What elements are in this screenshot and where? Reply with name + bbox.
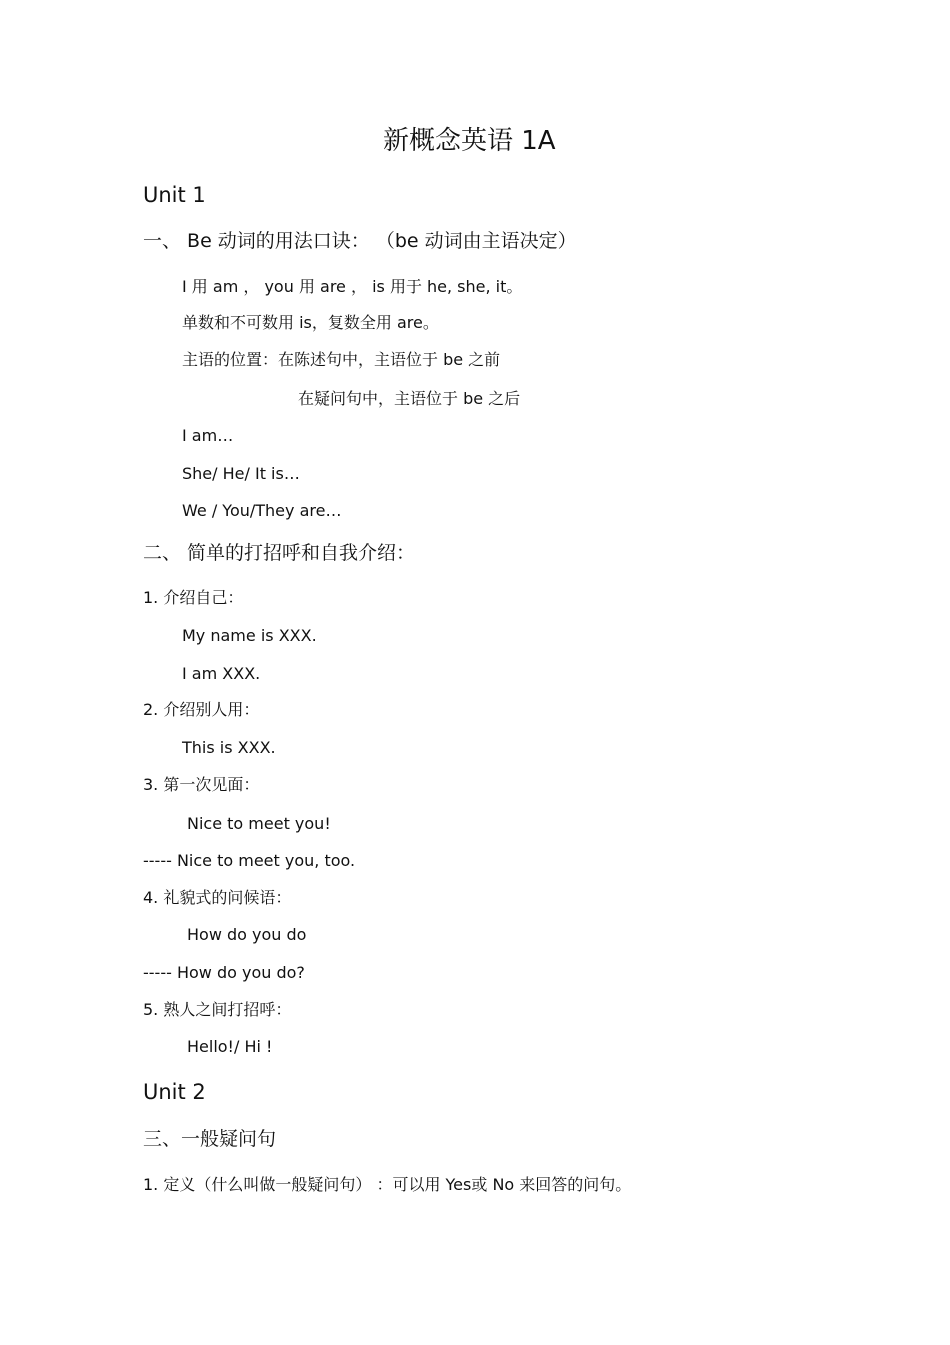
- be-rule-line: I 用 am ， you 用 are ， is 用于 he, she, it。: [182, 277, 523, 296]
- example-sentence: How do you do: [187, 925, 307, 944]
- example-sentence: My name is XXX.: [182, 626, 317, 645]
- list-item-label: 4. 礼貌式的问候语：: [143, 888, 292, 907]
- be-rule-line: 在疑问句中，主语位于 be 之后: [298, 389, 521, 408]
- unit-2-heading: Unit 2: [143, 1080, 206, 1104]
- example-sentence: This is XXX.: [182, 738, 276, 757]
- definition-line: 1. 定义（什么叫做一般疑问句） ：可以用 Yes或 No 来回答的问句。: [143, 1175, 632, 1194]
- be-example-line: I am…: [182, 426, 234, 445]
- be-rule-line: 主语的位置：在陈述句中，主语位于 be 之前: [182, 350, 501, 369]
- list-item-label: 2. 介绍别人用：: [143, 700, 260, 719]
- list-item-label: 1. 介绍自己：: [143, 588, 244, 607]
- example-sentence: Hello!/ Hi !: [187, 1037, 273, 1056]
- list-item-label: 3. 第一次见面：: [143, 775, 260, 794]
- be-rule-line: 单数和不可数用 is，复数全用 are。: [182, 313, 439, 332]
- list-item-label: 5. 熟人之间打招呼：: [143, 1000, 292, 1019]
- example-sentence: Nice to meet you!: [187, 814, 331, 833]
- be-example-line: She/ He/ It is…: [182, 464, 300, 483]
- example-sentence: I am XXX.: [182, 664, 261, 683]
- unit-1-heading: Unit 1: [143, 183, 206, 207]
- section-3-heading: 三、一般疑问句: [143, 1128, 277, 1150]
- page-title: 新概念英语 1A: [383, 126, 556, 156]
- section-2-heading: 二、 简单的打招呼和自我介绍：: [143, 542, 416, 564]
- section-1-heading: 一、 Be 动词的用法口诀： （be 动词由主语决定）: [143, 230, 577, 252]
- example-reply: ----- How do you do?: [143, 963, 305, 982]
- be-example-line: We / You/They are…: [182, 501, 342, 520]
- example-reply: ----- Nice to meet you, too.: [143, 851, 356, 870]
